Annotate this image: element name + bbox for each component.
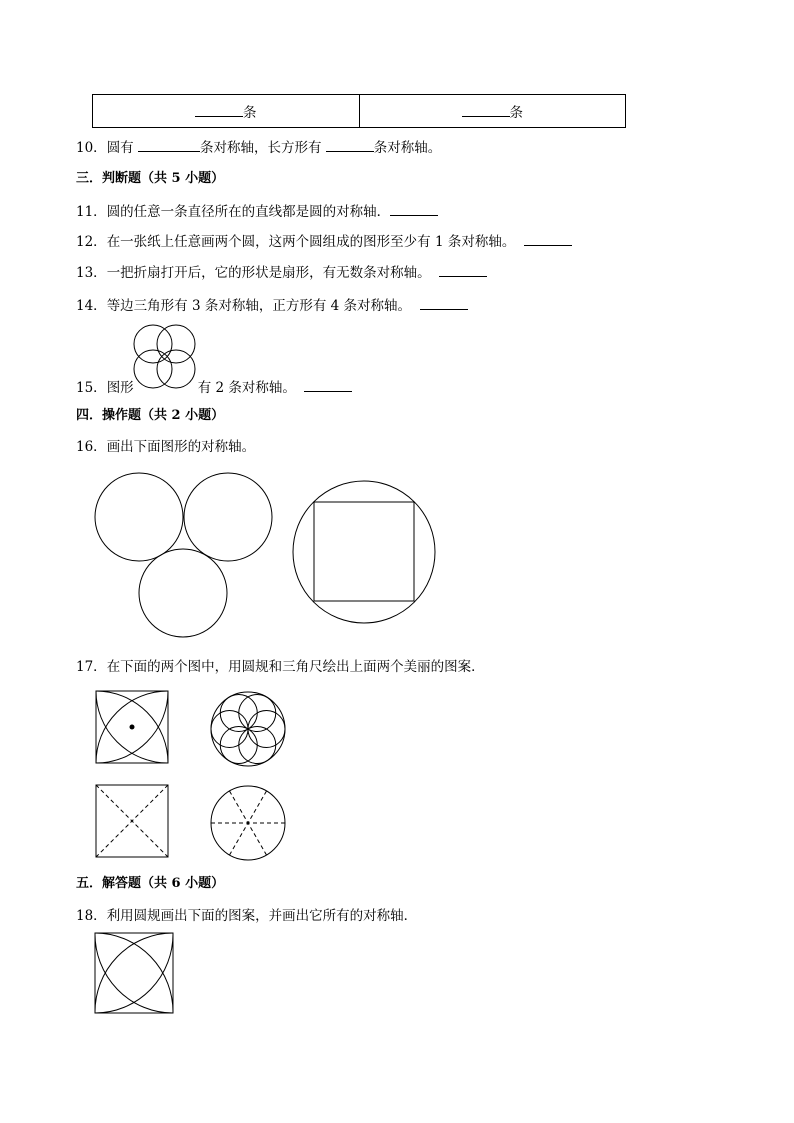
question-11: 11．圆的任意一条直径所在的直线都是圆的对称轴． (76, 201, 438, 221)
answer-blank[interactable] (524, 231, 572, 246)
answer-blank[interactable] (326, 137, 374, 152)
answer-blank[interactable] (195, 102, 243, 117)
four-circles-figure (130, 324, 200, 392)
section-title-5: 五．解答题（共 6 小题） (76, 876, 225, 891)
answer-blank[interactable] (420, 295, 468, 310)
answer-table (92, 94, 626, 128)
dashed-square-grid[interactable] (95, 784, 169, 858)
three-circles-figure (92, 470, 282, 642)
answer-blank[interactable] (439, 262, 487, 277)
question-17: 17．在下面的两个图中，用圆规和三角尺绘出上面两个美丽的图案． (76, 659, 485, 675)
table-cell-right: 条 (359, 95, 626, 128)
question-18: 18．利用圆规画出下面的图案，并画出它所有的对称轴． (76, 908, 418, 924)
question-15: 15．图形 有 2 条对称轴。 (76, 377, 352, 397)
question-13: 13．一把折扇打开后，它的形状是扇形，有无数条对称轴。 (76, 262, 487, 282)
flower-circle-pattern (208, 690, 288, 768)
square-arc-figure (94, 932, 174, 1014)
answer-blank[interactable] (304, 377, 352, 392)
square-arc-pattern (95, 690, 169, 764)
section-title-3: 三．判断题（共 5 小题） (76, 171, 225, 186)
answer-blank[interactable] (462, 102, 510, 117)
table-cell-left: 条 (93, 95, 360, 128)
question-number: 10． (76, 140, 107, 156)
question-14: 14．等边三角形有 3 条对称轴，正方形有 4 条对称轴。 (76, 295, 468, 315)
answer-blank[interactable] (138, 137, 200, 152)
question-16: 16．画出下面图形的对称轴。 (76, 439, 256, 455)
answer-blank[interactable] (390, 201, 438, 216)
dashed-circle-grid[interactable] (208, 784, 288, 862)
square-in-circle-figure (290, 478, 440, 626)
section-title-4: 四．操作题（共 2 小题） (76, 408, 225, 423)
question-12: 12．在一张纸上任意画两个圆，这两个圆组成的图形至少有 1 条对称轴。 (76, 231, 572, 251)
question-10: 10．圆有 条对称轴，长方形有 条对称轴。 (76, 137, 441, 157)
table-row (93, 95, 626, 128)
